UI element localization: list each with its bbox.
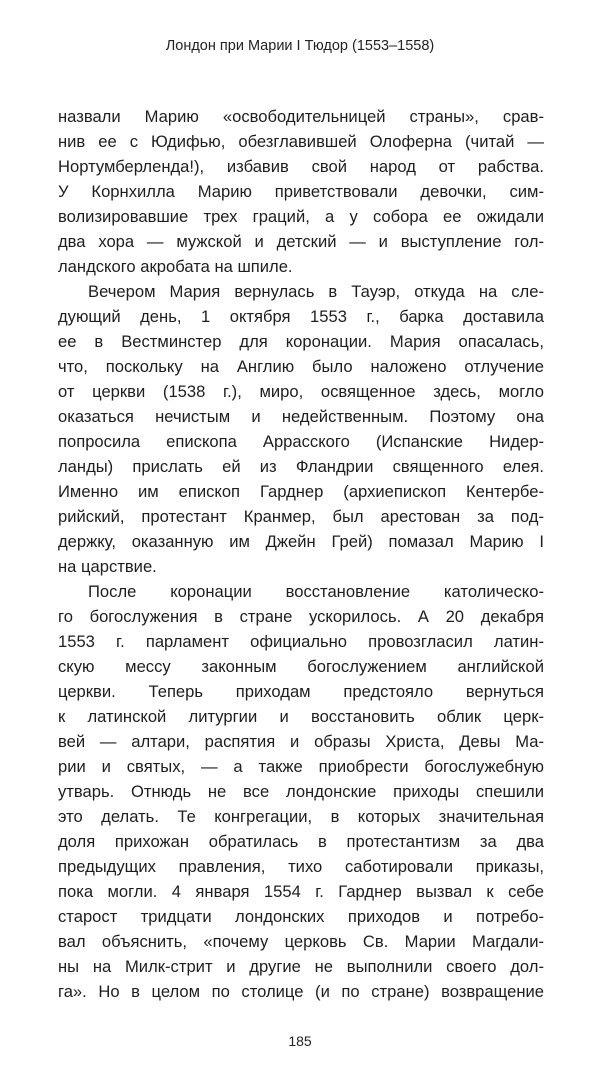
text-line: ее в Вестминстер для коронации. Мария опасалась, bbox=[58, 332, 544, 351]
text-line: старост тридцати лондонских приходов и потребо- bbox=[58, 907, 544, 926]
text-line: Именно им епископ Гарднер (архиепископ Кентербе- bbox=[58, 482, 544, 501]
text-line: к латинской литургии и восстановить облик церк- bbox=[58, 707, 544, 726]
text-line: попросила епископа Аррасского (Испанские Нидер- bbox=[58, 432, 544, 451]
paragraph bbox=[58, 279, 544, 579]
text-line: ландского акробата на шпиле. bbox=[58, 257, 293, 276]
text-line: от церкви (1538 г.), миро, освященное здесь, могло bbox=[58, 382, 544, 401]
text-line: это делать. Те конгрегации, в которых значительная bbox=[58, 807, 544, 826]
text-line: После коронации восстановление католическо- bbox=[88, 582, 544, 601]
text-line: два хора — мужской и детский — и выступление гол- bbox=[58, 232, 544, 251]
text-line: скую мессу законным богослужением английской bbox=[58, 657, 544, 676]
text-line: У Корнхилла Марию приветствовали девочки, сим- bbox=[58, 182, 544, 201]
text-line: назвали Марию «освободительницей страны», срав- bbox=[58, 107, 544, 126]
text-line: рии и святых, — а также приобрести богослужебную bbox=[58, 757, 544, 776]
text-line: дующий день, 1 октября 1553 г., барка доставила bbox=[58, 307, 544, 326]
text-line: ны на Милк-стрит и другие не выполнили своего дол- bbox=[58, 957, 544, 976]
text-line: церкви. Теперь приходам предстояло вернуться bbox=[58, 682, 544, 701]
text-line: что, поскольку на Англию было наложено отлучение bbox=[58, 357, 544, 376]
text-line: утварь. Отнюдь не все лондонские приходы спешили bbox=[58, 782, 544, 801]
text-line: волизировавшие трех граций, а у собора ее ожидали bbox=[58, 207, 544, 226]
text-line: рийский, протестант Кранмер, был арестован за под- bbox=[58, 507, 544, 526]
text-line: держку, оказанную им Джейн Грей) помазал Марию I bbox=[58, 532, 544, 551]
text-line: 1553 г. парламент официально провозгласил латин- bbox=[58, 632, 544, 651]
text-line: оказаться нечистым и недейственным. Поэтому она bbox=[58, 407, 544, 426]
text-line: го богослужения в стране ускорилось. А 20 декабря bbox=[58, 607, 544, 626]
text-line: Нортумберленда!), избавив свой народ от рабства. bbox=[58, 157, 544, 176]
running-header: Лондон при Марии I Тюдор (1553–1558) bbox=[165, 38, 435, 54]
text-line: ланды) прислать ей из Фландрии священного елея. bbox=[58, 457, 544, 476]
text-line: на царствие. bbox=[58, 557, 157, 576]
text-line: га». Но в целом по столице (и по стране) возвращение bbox=[58, 982, 544, 1001]
body-text bbox=[58, 104, 544, 1004]
paragraph bbox=[58, 104, 544, 279]
text-line: Вечером Мария вернулась в Тауэр, откуда на сле- bbox=[88, 282, 544, 301]
text-line: предыдущих правления, тихо саботировали приказы, bbox=[58, 857, 544, 876]
text-line: вал объяснить, «почему церковь Св. Марии Магдали- bbox=[58, 932, 544, 951]
paragraph bbox=[58, 579, 544, 1004]
text-line: пока могли. 4 января 1554 г. Гарднер вызвал к себе bbox=[58, 882, 544, 901]
page-number: 185 bbox=[288, 1033, 312, 1049]
text-line: вей — алтари, распятия и образы Христа, Девы Ма- bbox=[58, 732, 544, 751]
text-line: доля прихожан обратилась в протестантизм за два bbox=[58, 832, 544, 851]
text-line: нив ее с Юдифью, обезглавившей Олоферна (читай — bbox=[58, 132, 544, 151]
